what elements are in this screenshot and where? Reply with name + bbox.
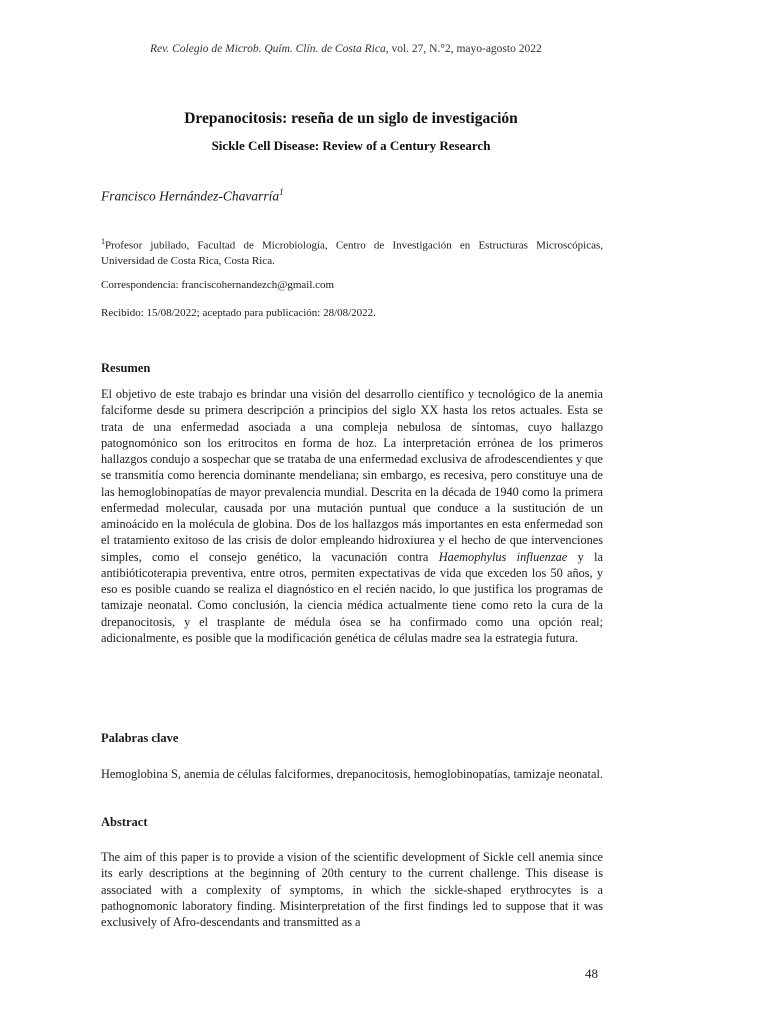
page-number: 48 <box>585 966 598 981</box>
abstract-heading: Abstract <box>101 815 148 829</box>
article-title: Drepanocitosis: reseña de un siglo de investigación <box>184 110 518 127</box>
keywords-heading: Palabras clave <box>101 731 179 745</box>
article-subtitle: Sickle Cell Disease: Review of a Century Research <box>211 138 491 153</box>
correspondence: Correspondencia: franciscohernandezch@gmail.com <box>101 279 335 291</box>
resumen-text-before: El objetivo de este trabajo es brindar una visión del desarrollo científico y tecnológico de la anemia falciforme desde su primera descripción a principios del siglo XX hasta los retos actuales. Esta se trata de una enfermedad asociada a una compleja nebulosa de síntomas, cuyo hallazgo patognomónico son los eritrocitos en forma de hoz. La interpretación errónea de los primeros hallazgos condujo a sospechar que se trataba de una enfermedad exclusiva de afrodescendientes y que se transmitía como herencia dominante mendeliana; sin embargo, es recesiva, pero constituye una de las hemoglobinopatías de mayor prevalencia mundial. Descrita en la década de 1940 como la primera enfermedad molecular, causada por una mutación puntual que conduce a la sustitución de un aminoácido en la molécula de globina. Dos de los hallazgos más importantes en esta enfermedad son el tratamiento exitoso de las crisis de dolor empleando hidroxiurea y el hecho de que intervenciones simples, como el consejo genético, la vacunación contra <box>101 387 603 564</box>
abstract-paragraph: The aim of this paper is to provide a vision of the scientific development of Sickle cell anemia since its early descriptions at the beginning of 20th century to the current challenge. This disease is associated with a complexity of symptoms, in which the sickle-shaped erythrocytes is a pathognomonic laboratory finding. Misinterpretation of the first findings led to suppose that it was exclusively of Afro-descendants and transmitted as a <box>101 850 603 929</box>
author-name: Francisco Hernández-Chavarría <box>101 188 280 204</box>
affiliation-text: Profesor jubilado, Facultad de Microbiología, Centro de Investigación en Estructuras Microscópicas, Universidad de Costa Rica, Costa Rica. <box>101 239 603 268</box>
journal-issue: vol. 27, N.°2, mayo-agosto 2022 <box>391 43 542 55</box>
resumen-heading: Resumen <box>101 361 151 375</box>
affiliation-superscript: 1 <box>101 237 105 246</box>
resumen-species-name: Haemophylus influenzae <box>438 549 568 564</box>
journal-name: Rev. Colegio de Microb. Quím. Clín. de Costa Rica, <box>150 43 389 55</box>
affiliation <box>101 234 603 270</box>
author-superscript: 1 <box>279 187 284 197</box>
running-head <box>150 43 710 55</box>
author <box>101 187 284 205</box>
resumen-paragraph <box>101 386 603 646</box>
received-dates: Recibido: 15/08/2022; aceptado para publicación: 28/08/2022. <box>101 307 376 319</box>
resumen-text-after: y la antibióticoterapia preventiva, entre otros, permiten expectativas de vida que exceden los 50 años, y eso es posible cuando se realiza el diagnóstico en el recién nacido, lo que justifica los programas de tamizaje neonatal. Como conclusión, la ciencia médica actualmente tiene como reto la cura de la drepanocitosis, y el trasplante de médula ósea se ha confirmado como una opción real; adicionalmente, es posible que la modificación genética de células madre sea la estrategia futura. <box>101 549 603 645</box>
keywords-paragraph: Hemoglobina S, anemia de células falciformes, drepanocitosis, hemoglobinopatías, tamizaje neonatal. <box>101 767 603 781</box>
